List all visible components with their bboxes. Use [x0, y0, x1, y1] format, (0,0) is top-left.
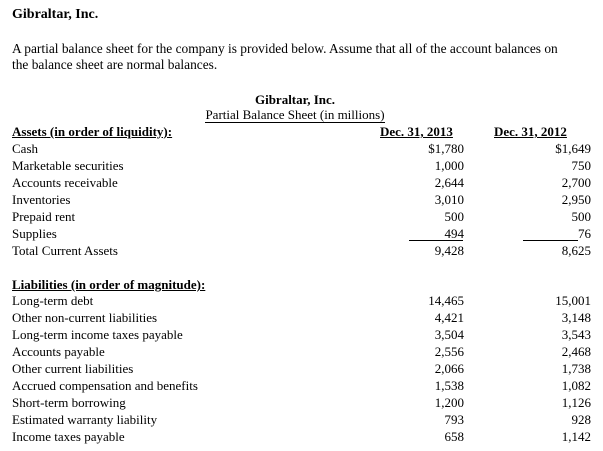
- asset-row-label: Prepaid rent: [12, 209, 76, 224]
- assets-heading: Assets (in order of liquidity):: [12, 124, 173, 139]
- sheet-subtitle-wrap: [190, 107, 400, 123]
- liability-row: [12, 293, 592, 310]
- asset-value-2012: 8,625: [561, 243, 591, 258]
- liability-value-2012: 2,468: [561, 344, 591, 359]
- asset-row-label: Marketable securities: [12, 158, 124, 173]
- liability-row: [12, 344, 592, 361]
- asset-row: [12, 175, 592, 192]
- liability-value-2012: 1,126: [561, 395, 591, 410]
- liability-value-2013: 3,504: [434, 327, 464, 342]
- asset-value-2013: $1,780: [428, 141, 464, 156]
- liability-row-label: Long-term income taxes payable: [12, 327, 183, 342]
- liability-row-label: Other non-current liabilities: [12, 310, 158, 325]
- asset-value-2013: 9,428: [434, 243, 464, 258]
- sheet-subtitle: Partial Balance Sheet (in millions): [205, 107, 385, 122]
- asset-value-2012: 2,700: [561, 175, 591, 190]
- liability-value-2012: 1,142: [561, 429, 591, 444]
- column-header-2013: Dec. 31, 2013: [380, 124, 453, 139]
- liability-value-2013: 658: [444, 429, 464, 444]
- asset-row: [12, 141, 592, 158]
- sheet-title: Gibraltar, Inc.: [254, 92, 336, 107]
- asset-value-2013: 1,000: [434, 158, 464, 173]
- subtotal-rule-2013: [409, 240, 463, 241]
- liability-value-2013: 793: [444, 412, 464, 427]
- liability-value-2012: 1,738: [561, 361, 591, 376]
- asset-row: [12, 158, 592, 175]
- asset-value-2013: 500: [444, 209, 464, 224]
- liability-value-2012: 15,001: [555, 293, 591, 308]
- assets-table: [12, 141, 592, 260]
- liability-value-2012: 3,543: [561, 327, 591, 342]
- liability-value-2013: 2,066: [434, 361, 464, 376]
- intro-line-1: A partial balance sheet for the company is provided below. Assume that all of the account balances on: [12, 41, 558, 56]
- liability-row: [12, 429, 592, 446]
- asset-row-label: Inventories: [12, 192, 71, 207]
- liability-value-2012: 928: [571, 412, 591, 427]
- asset-row: [12, 226, 592, 243]
- liability-value-2013: 14,465: [428, 293, 464, 308]
- liability-value-2012: 1,082: [561, 378, 591, 393]
- liability-row: [12, 310, 592, 327]
- asset-row-label: Accounts receivable: [12, 175, 118, 190]
- asset-value-2013: 3,010: [434, 192, 464, 207]
- column-header-2012: Dec. 31, 2012: [494, 124, 567, 139]
- liability-row: [12, 412, 592, 429]
- liability-row: [12, 378, 592, 395]
- asset-value-2012: 2,950: [561, 192, 591, 207]
- liabilities-table: [12, 293, 592, 446]
- asset-row: [12, 243, 592, 260]
- liability-value-2013: 1,538: [434, 378, 464, 393]
- asset-value-2012: 500: [571, 209, 591, 224]
- asset-row-label: Cash: [12, 141, 38, 156]
- liability-row-label: Long-term debt: [12, 293, 94, 308]
- liabilities-heading: Liabilities (in order of magnitude):: [12, 277, 206, 292]
- liability-row: [12, 361, 592, 378]
- asset-value-2013: 494: [444, 226, 464, 241]
- asset-value-2012: 750: [571, 158, 591, 173]
- liability-row-label: Accrued compensation and benefits: [12, 378, 198, 393]
- liability-value-2013: 1,200: [434, 395, 464, 410]
- asset-row-label: Total Current Assets: [12, 243, 118, 258]
- liability-value-2012: 3,148: [561, 310, 591, 325]
- intro-line-2: the balance sheet are normal balances.: [12, 57, 218, 72]
- subtotal-rule-2012: [523, 240, 578, 241]
- asset-value-2012: 76: [578, 226, 591, 241]
- liability-row-label: Short-term borrowing: [12, 395, 126, 410]
- asset-value-2012: $1,649: [555, 141, 591, 156]
- asset-row-label: Supplies: [12, 226, 57, 241]
- liability-row: [12, 327, 592, 344]
- asset-value-2013: 2,644: [434, 175, 464, 190]
- liability-row-label: Income taxes payable: [12, 429, 125, 444]
- liability-row-label: Other current liabilities: [12, 361, 134, 376]
- asset-row: [12, 192, 592, 209]
- company-name: Gibraltar, Inc.: [12, 7, 99, 22]
- intro-paragraph: [12, 41, 603, 73]
- liability-value-2013: 2,556: [434, 344, 464, 359]
- liability-row-label: Estimated warranty liability: [12, 412, 158, 427]
- liability-row: [12, 395, 592, 412]
- liability-value-2013: 4,421: [434, 310, 464, 325]
- liability-row-label: Accounts payable: [12, 344, 105, 359]
- asset-row: [12, 209, 592, 226]
